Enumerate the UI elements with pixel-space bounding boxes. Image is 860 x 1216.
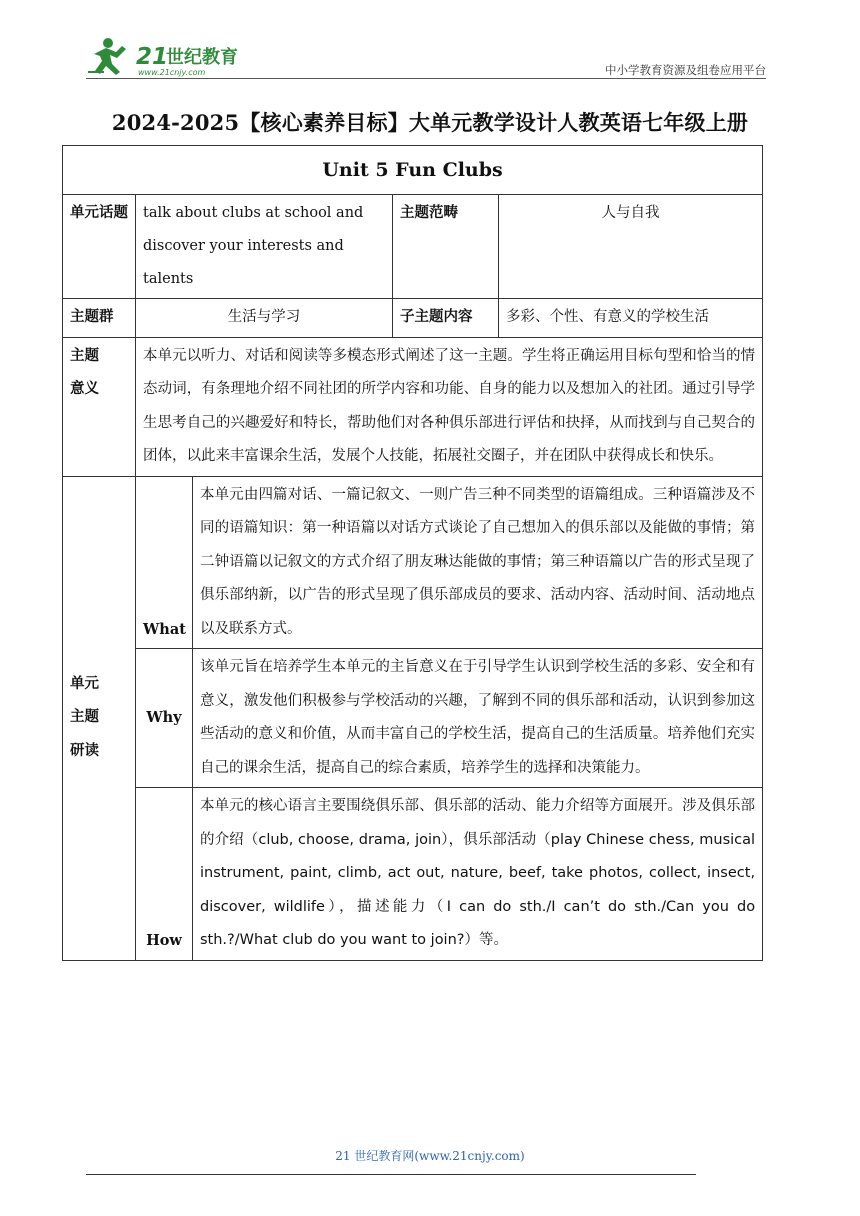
theme-meaning-text: 本单元以听力、对话和阅读等多模态形式阐述了这一主题。学生将正确运用目标句型和恰当的情态动词，有条理地介绍不同社团的所学内容和功能、自身的能力以及想加入的社团。通过引导学生思考自己的兴趣爱好和特长，帮助他们对各种俱乐部进行评估和抉择，从而找到与自己契合的团体，以此来丰富课余生活，发展个人技能，拓展社交圈子，并在团队中获得成长和快乐。	[136, 337, 763, 476]
theme-meaning-row	[63, 337, 763, 476]
header-divider	[86, 78, 766, 79]
why-row	[63, 649, 763, 788]
label-unit-study: 单元主题研读	[63, 476, 136, 960]
label-theme-meaning: 主题意义	[63, 337, 136, 476]
sub-theme-value: 多彩、个性、有意义的学校生活	[499, 299, 763, 338]
svg-text:21: 21	[136, 44, 169, 70]
platform-slogan: 中小学教育资源及组卷应用平台	[605, 63, 766, 77]
what-row	[63, 476, 763, 649]
why-text: 该单元旨在培养学生本单元的主旨意义在于引导学生认识到学校生活的多彩、安全和有意义，激发他们积极参与学校活动的兴趣，了解到不同的俱乐部和活动，认识到参加这些活动的意义和价值，从而丰富自己的学校生活，提高自己的生活质量。培养他们充实自己的课余生活，提高自己的综合素质，培养学生的选择和决策能力。	[193, 649, 763, 788]
label-unit-topic: 单元话题	[63, 195, 136, 299]
document-title: 2024-2025【核心素养目标】大单元教学设计人教英语七年级上册	[111, 110, 749, 135]
unit-topic-value: talk about clubs at school and discover your interests and talents	[136, 195, 393, 299]
unit-title-row	[63, 146, 763, 195]
runner-logo-icon	[86, 34, 256, 78]
logo-url: www.21cnjy.com	[138, 68, 206, 77]
how-text: 本单元的核心语言主要围绕俱乐部、俱乐部的活动、能力介绍等方面展开。涉及俱乐部的介绍（club, choose, drama, join），俱乐部活动（play Chinese chess, musical instrument, paint, climb, act out, nature, beef, take photos, collect, insect, discover, wildlife），描述能力（I can do sth./I can’t do sth./Can you do sth.?/What club do you want to join?）等。	[193, 788, 763, 961]
what-text: 本单元由四篇对话、一篇记叙文、一则广告三种不同类型的语篇组成。三种语篇涉及不同的语篇知识：第一种语篇以对话方式谈论了自己想加入的俱乐部以及能做的事情；第二钟语篇以记叙文的方式介绍了朋友琳达能做的事情；第三种语篇以广告的形式呈现了俱乐部纳新，以广告的形式呈现了俱乐部成员的要求、活动内容、活动时间、活动地点以及联系方式。	[193, 476, 763, 649]
label-how: How	[136, 788, 193, 961]
theme-group-row	[63, 299, 763, 338]
topic-row	[63, 195, 763, 299]
site-logo	[86, 34, 256, 78]
theme-group-value: 生活与学习	[136, 299, 393, 338]
unit-title: Unit 5 Fun Clubs	[63, 146, 763, 195]
footer-link[interactable]: 21 世纪教育网(www.21cnjy.com)	[335, 1149, 525, 1163]
theme-scope-value: 人与自我	[499, 195, 763, 299]
how-row	[63, 788, 763, 961]
page-header	[86, 34, 766, 80]
unit-design-table	[62, 145, 763, 961]
label-theme-scope: 主题范畴	[393, 195, 499, 299]
label-why: Why	[136, 649, 193, 788]
label-sub-theme: 子主题内容	[393, 299, 499, 338]
footer-divider	[86, 1174, 696, 1175]
logo-text: 世纪教育	[166, 47, 238, 68]
label-what: What	[136, 476, 193, 649]
label-theme-group: 主题群	[63, 299, 136, 338]
